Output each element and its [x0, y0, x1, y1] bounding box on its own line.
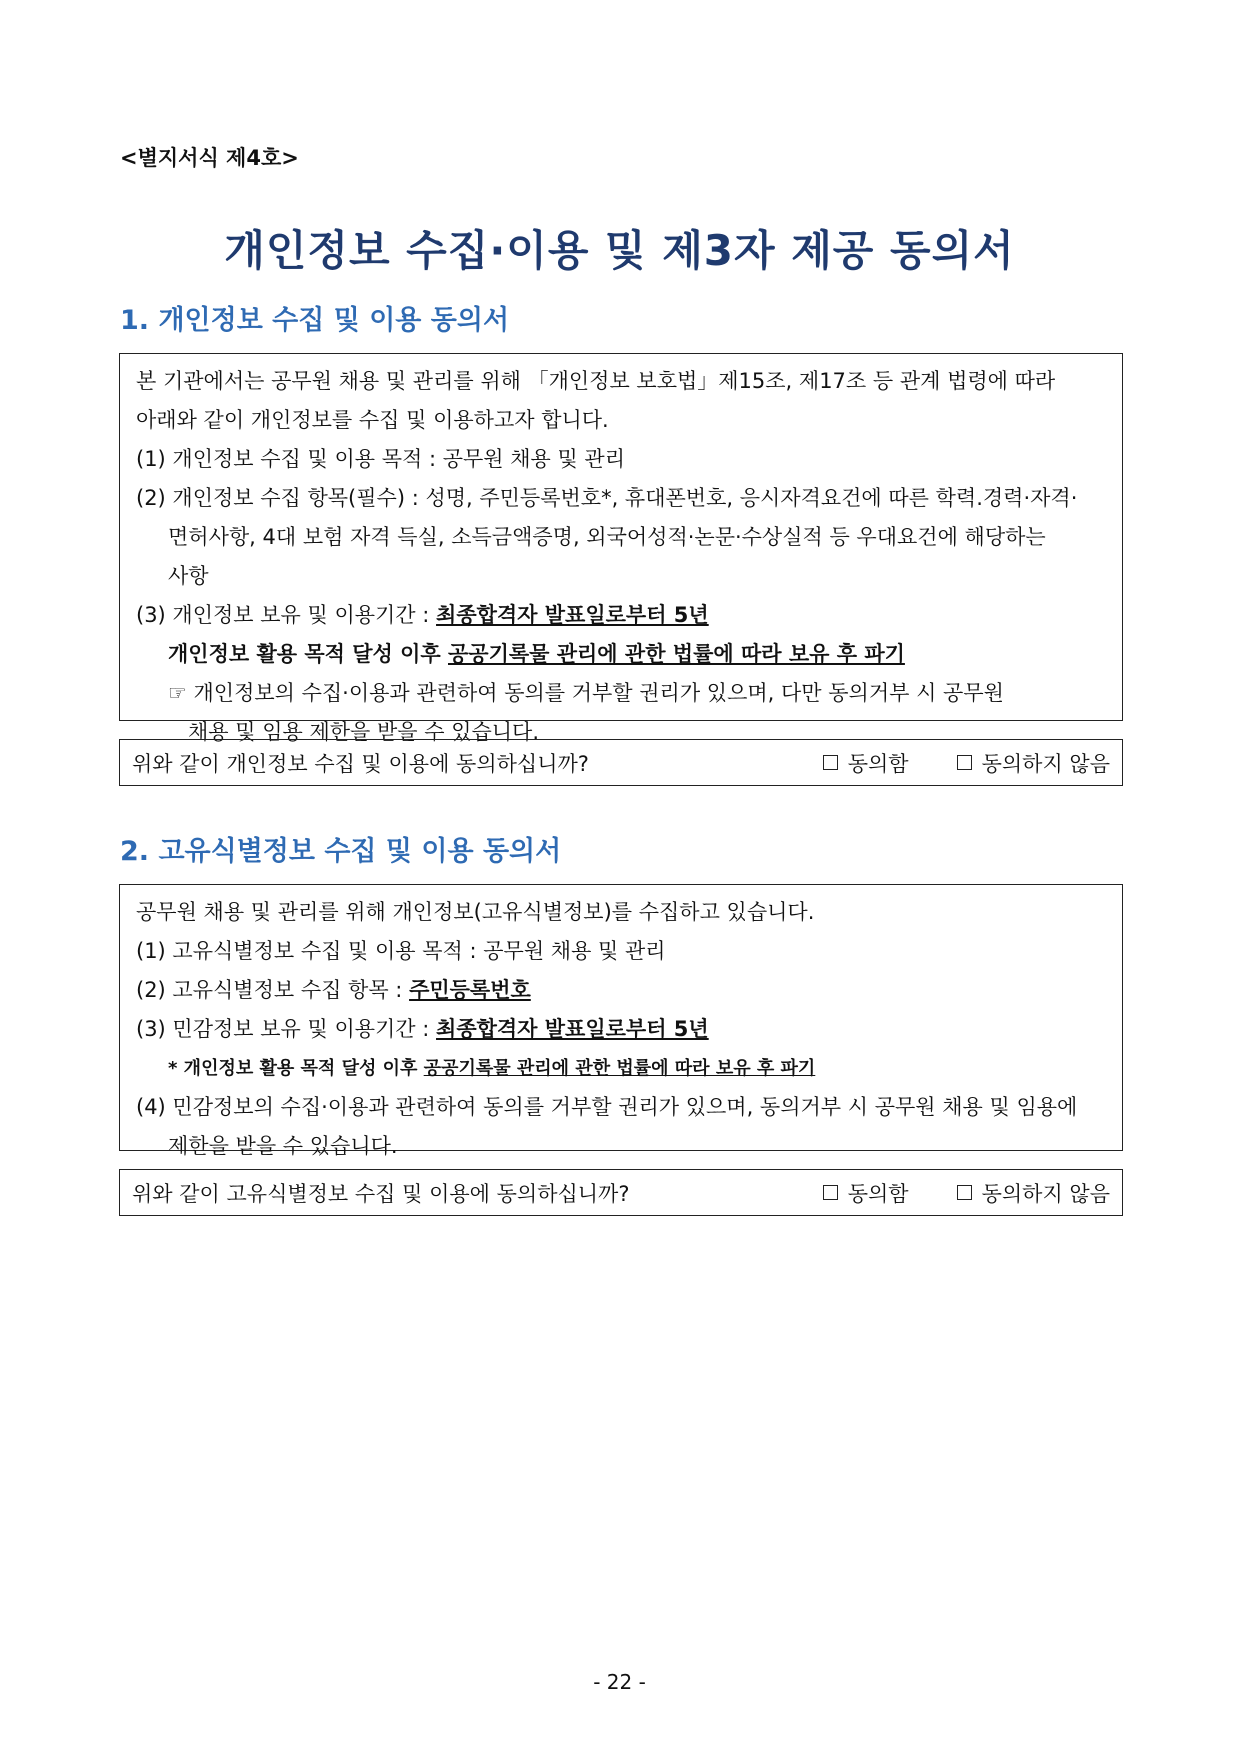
s1-disagree-label: 동의하지 않음 [981, 751, 1110, 776]
document-title: 개인정보 수집·이용 및 제3자 제공 동의서 [224, 226, 1015, 275]
s2-note [136, 1049, 1108, 1088]
s2-agree-option[interactable] [823, 1178, 909, 1208]
s2-item2 [136, 971, 1108, 1010]
s2-item4-line2: 제한을 받을 수 있습니다. [168, 1134, 398, 1158]
page-number: - 22 - [593, 1670, 646, 1694]
s1-item3-note [136, 635, 1108, 674]
section1-heading: 1. 개인정보 수집 및 이용 동의서 [120, 305, 510, 336]
s1-item3-note-underlined: 공공기록물 관리에 관한 법률에 따라 보유 후 파기 [448, 642, 905, 666]
s2-item2-label: (2) 고유식별정보 수집 항목 : [136, 978, 410, 1002]
s2-item3-label: (3) 민감정보 보유 및 이용기간 : [136, 1017, 437, 1041]
s2-note-prefix: * 개인정보 활용 목적 달성 이후 [168, 1058, 424, 1079]
s1-rights-line2: 채용 및 임용 제한을 받을 수 있습니다. [188, 720, 540, 744]
s1-rights-line1: ☞ 개인정보의 수집·이용과 관련하여 동의를 거부할 권리가 있으며, 다만 동의거부 시 공무원 [168, 681, 1004, 705]
s2-item3 [136, 1010, 1108, 1049]
s1-item1: (1) 개인정보 수집 및 이용 목적 : 공무원 채용 및 관리 [136, 447, 626, 471]
s1-disagree-option[interactable] [957, 748, 1110, 778]
s2-disagree-option[interactable] [957, 1178, 1110, 1208]
s1-agree-label: 동의함 [847, 751, 909, 776]
section2-heading: 2. 고유식별정보 수집 및 이용 동의서 [120, 836, 562, 867]
section1-body-box [119, 353, 1123, 744]
section2-body-box [119, 884, 1123, 1158]
s2-disagree-label: 동의하지 않음 [981, 1181, 1110, 1206]
s1-item3 [136, 596, 1108, 635]
s1-intro-line2: 아래와 같이 개인정보를 수집 및 이용하고자 합니다. [136, 408, 609, 432]
s1-agree-checkbox[interactable] [823, 755, 838, 770]
s2-item2-value: 주민등록번호 [409, 978, 531, 1002]
s2-item3-period: 최종합격자 발표일로부터 5년 [436, 1017, 709, 1041]
s1-agree-option[interactable] [823, 748, 909, 778]
s2-agree-label: 동의함 [847, 1181, 909, 1206]
s2-consent-question: 위와 같이 고유식별정보 수집 및 이용에 동의하십니까? [132, 1181, 630, 1206]
s1-consent-question: 위와 같이 개인정보 수집 및 이용에 동의하십니까? [132, 751, 589, 776]
s1-item3-note-prefix: 개인정보 활용 목적 달성 이후 [168, 642, 448, 666]
s2-note-underlined: 공공기록물 관리에 관한 법률에 따라 보유 후 파기 [423, 1058, 816, 1079]
s1-disagree-checkbox[interactable] [957, 755, 972, 770]
s1-intro-line1: 본 기관에서는 공무원 채용 및 관리를 위해 「개인정보 보호법」제15조, 제17조 등 관계 법령에 따라 [136, 369, 1056, 393]
section2-consent-box [119, 1169, 1123, 1216]
s1-item2-line2: 면허사항, 4대 보험 자격 득실, 소득금액증명, 외국어성적·논문·수상실적 등 우대요건에 해당하는 [168, 525, 1046, 549]
s1-item2-line1: (2) 개인정보 수집 항목(필수) : 성명, 주민등록번호*, 휴대폰번호, 응시자격요건에 따른 학력.경력·자격· [136, 486, 1078, 510]
s2-agree-checkbox[interactable] [823, 1185, 838, 1200]
s2-intro: 공무원 채용 및 관리를 위해 개인정보(고유식별정보)를 수집하고 있습니다. [136, 900, 815, 924]
s1-item2-line3: 사항 [168, 564, 209, 588]
form-number: <별지서식 제4호> [120, 146, 299, 170]
section1-consent-box [119, 739, 1123, 786]
s2-item4-line1: (4) 민감정보의 수집·이용과 관련하여 동의를 거부할 권리가 있으며, 동의거부 시 공무원 채용 및 임용에 [136, 1095, 1078, 1119]
s1-item3-period: 최종합격자 발표일로부터 5년 [436, 603, 709, 627]
s1-item3-label: (3) 개인정보 보유 및 이용기간 : [136, 603, 437, 627]
s2-item1: (1) 고유식별정보 수집 및 이용 목적 : 공무원 채용 및 관리 [136, 939, 666, 963]
s2-disagree-checkbox[interactable] [957, 1185, 972, 1200]
